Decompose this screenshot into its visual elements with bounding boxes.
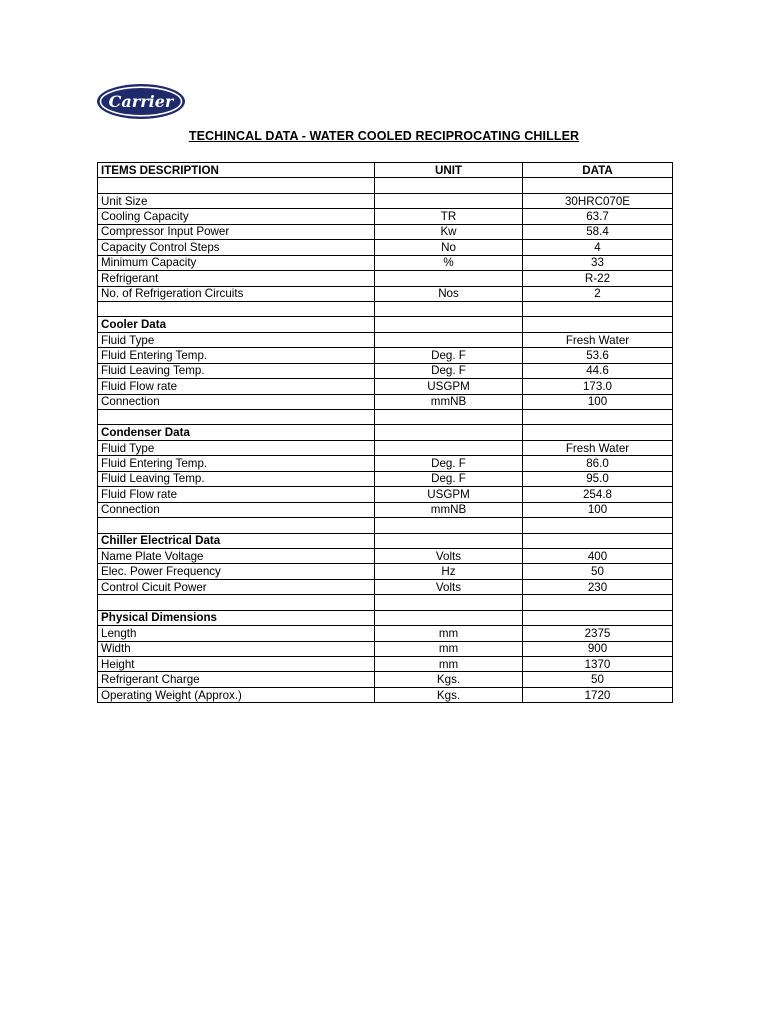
table-row [98,394,673,409]
blank-row [98,595,673,610]
table-header-row [98,163,673,178]
data-cell [523,533,673,548]
section-header-row [98,425,673,440]
unit-cell: Nos [375,286,523,301]
item-description-cell: Connection [98,394,375,409]
data-cell: 44.6 [523,363,673,378]
data-cell: 900 [523,641,673,656]
table-row [98,657,673,672]
table-body [98,163,673,703]
item-description-cell: Name Plate Voltage [98,548,375,563]
data-cell: Fresh Water [523,440,673,455]
data-cell: 58.4 [523,224,673,239]
table-row [98,379,673,394]
item-description-cell: Capacity Control Steps [98,240,375,255]
blank-row [98,410,673,425]
table-row [98,271,673,286]
table-row [98,564,673,579]
table-row [98,255,673,270]
item-description-cell: Width [98,641,375,656]
data-cell [523,410,673,425]
unit-cell: No [375,240,523,255]
data-cell: 2375 [523,626,673,641]
data-cell: 254.8 [523,487,673,502]
table-row [98,286,673,301]
unit-cell [375,595,523,610]
unit-cell [375,332,523,347]
table-row [98,348,673,363]
item-description-cell: Fluid Type [98,440,375,455]
data-cell: 173.0 [523,379,673,394]
unit-cell: Kw [375,224,523,239]
unit-cell: mm [375,657,523,672]
blank-row [98,301,673,316]
table-row [98,440,673,455]
unit-cell: USGPM [375,487,523,502]
item-description-cell: Fluid Flow rate [98,487,375,502]
item-description-cell: Elec. Power Frequency [98,564,375,579]
unit-cell: TR [375,209,523,224]
data-cell: 33 [523,255,673,270]
item-description-cell [98,301,375,316]
table-row [98,456,673,471]
data-cell: 230 [523,579,673,594]
table-row [98,193,673,208]
item-description-cell: Compressor Input Power [98,224,375,239]
table-row [98,502,673,517]
data-cell: 100 [523,394,673,409]
table-row [98,626,673,641]
data-cell: 2 [523,286,673,301]
table-row [98,224,673,239]
data-cell: 30HRC070E [523,193,673,208]
item-description-cell: No. of Refrigeration Circuits [98,286,375,301]
unit-cell: USGPM [375,379,523,394]
item-description-cell: Operating Weight (Approx.) [98,687,375,702]
item-description-cell: Chiller Electrical Data [98,533,375,548]
table-row [98,332,673,347]
data-cell [523,595,673,610]
data-cell: 95.0 [523,471,673,486]
item-description-cell [98,595,375,610]
data-cell: 63.7 [523,209,673,224]
table-row [98,363,673,378]
blank-row [98,518,673,533]
table-row [98,240,673,255]
section-header-row [98,317,673,332]
unit-cell [375,610,523,625]
data-cell: 86.0 [523,456,673,471]
data-cell: Fresh Water [523,332,673,347]
item-description-cell: Cooler Data [98,317,375,332]
unit-cell: Deg. F [375,348,523,363]
blank-row [98,178,673,193]
unit-cell [375,425,523,440]
unit-cell [375,317,523,332]
item-description-cell: Condenser Data [98,425,375,440]
unit-cell: mm [375,641,523,656]
data-cell: 50 [523,672,673,687]
header-unit: UNIT [375,163,523,178]
unit-cell: mmNB [375,502,523,517]
item-description-cell: Control Cicuit Power [98,579,375,594]
data-cell: 50 [523,564,673,579]
unit-cell: Deg. F [375,363,523,378]
data-cell [523,518,673,533]
unit-cell: Hz [375,564,523,579]
item-description-cell: Refrigerant [98,271,375,286]
unit-cell [375,533,523,548]
item-description-cell [98,178,375,193]
item-description-cell: Height [98,657,375,672]
item-description-cell: Physical Dimensions [98,610,375,625]
technical-data-table [97,162,673,703]
data-cell: 400 [523,548,673,563]
item-description-cell: Minimum Capacity [98,255,375,270]
unit-cell: mm [375,626,523,641]
item-description-cell: Fluid Entering Temp. [98,348,375,363]
unit-cell: % [375,255,523,270]
unit-cell: Deg. F [375,456,523,471]
unit-cell [375,518,523,533]
carrier-logo [96,83,186,120]
item-description-cell: Fluid Type [98,332,375,347]
table-row [98,471,673,486]
unit-cell: Kgs. [375,687,523,702]
item-description-cell [98,410,375,425]
header-items-description: ITEMS DESCRIPTION [98,163,375,178]
unit-cell [375,271,523,286]
item-description-cell: Refrigerant Charge [98,672,375,687]
document-title: TECHINCAL DATA - WATER COOLED RECIPROCATING CHILLER [188,129,580,143]
unit-cell [375,193,523,208]
data-cell [523,425,673,440]
item-description-cell: Fluid Flow rate [98,379,375,394]
data-cell: 1720 [523,687,673,702]
unit-cell [375,440,523,455]
data-cell: 53.6 [523,348,673,363]
table-row [98,487,673,502]
item-description-cell: Fluid Leaving Temp. [98,363,375,378]
item-description-cell: Cooling Capacity [98,209,375,224]
item-description-cell: Connection [98,502,375,517]
item-description-cell: Fluid Leaving Temp. [98,471,375,486]
table-row [98,687,673,702]
data-cell: 100 [523,502,673,517]
data-cell: 1370 [523,657,673,672]
table-row [98,672,673,687]
unit-cell [375,301,523,316]
item-description-cell: Fluid Entering Temp. [98,456,375,471]
item-description-cell: Length [98,626,375,641]
unit-cell: mmNB [375,394,523,409]
unit-cell [375,410,523,425]
table-row [98,209,673,224]
table-row [98,548,673,563]
unit-cell [375,178,523,193]
unit-cell: Volts [375,579,523,594]
data-cell [523,317,673,332]
data-cell: 4 [523,240,673,255]
section-header-row [98,610,673,625]
section-header-row [98,533,673,548]
item-description-cell [98,518,375,533]
data-cell [523,610,673,625]
unit-cell: Kgs. [375,672,523,687]
unit-cell: Deg. F [375,471,523,486]
carrier-logo-icon [96,83,186,120]
table-row [98,641,673,656]
data-cell [523,301,673,316]
table-row [98,579,673,594]
item-description-cell: Unit Size [98,193,375,208]
logo-wordmark: Carrier [108,92,174,111]
data-cell [523,178,673,193]
header-data: DATA [523,163,673,178]
unit-cell: Volts [375,548,523,563]
data-cell: R-22 [523,271,673,286]
